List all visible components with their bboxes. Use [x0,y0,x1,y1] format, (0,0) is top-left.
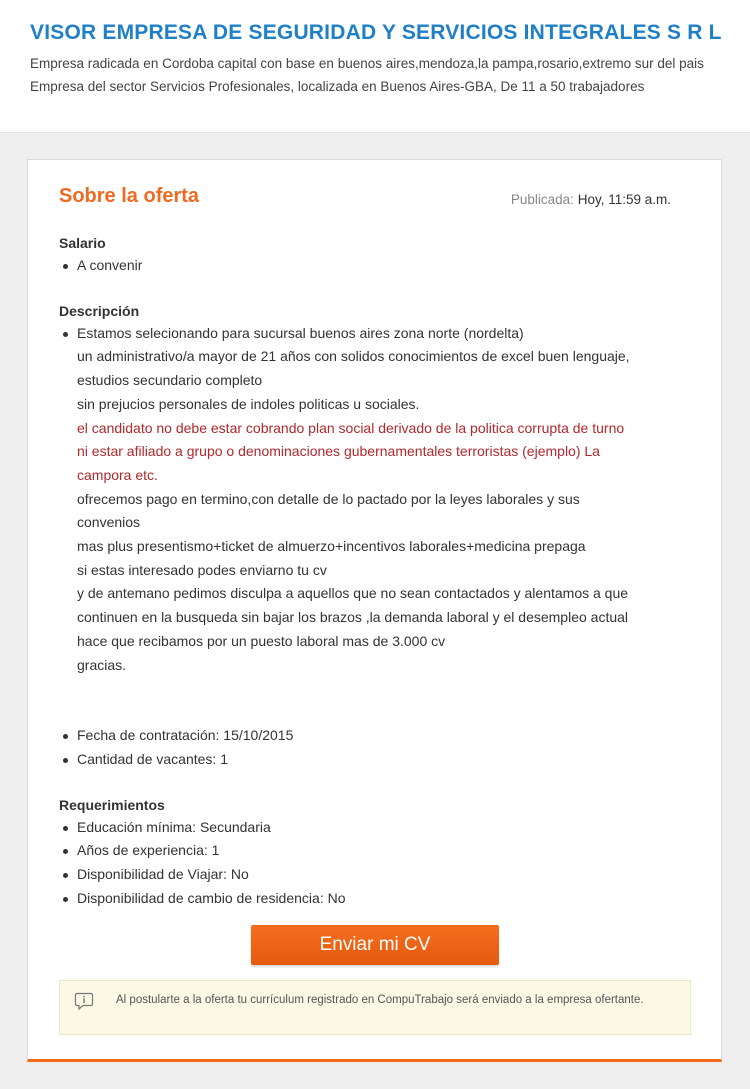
salary-value: A convenir [59,254,691,278]
description-line: sin prejucios personales de indoles politicas u sociales. [77,395,420,412]
description-line: hace que recibamos por un puesto laboral mas de 3.000 cv [77,632,446,649]
company-header [0,0,750,133]
description-line: convenios [77,514,141,531]
requirement-item: Años de experiencia: 1 [59,839,691,863]
requirement-item: Educación mínima: Secundaria [59,816,691,840]
send-cv-button[interactable]: Enviar mi CV [251,925,499,965]
description-line: estudios secundario completo [77,372,263,389]
description-line-highlight: el candidato no debe estar cobrando plan social derivado de la politica corrupta de turno [77,419,625,436]
description-line: gracias. [77,656,127,673]
detail-item: Fecha de contratación: 15/10/2015 [59,724,691,748]
description-line: y de antemano pedimos disculpa a aquellos que no sean contactados y alentamos a que [77,585,629,602]
requirements-list [59,816,691,911]
salary-list [59,254,691,278]
published-value: Hoy, 11:59 a.m. [577,192,671,207]
description-line: si estas interesado podes enviarno tu cv [77,561,327,578]
offer-header [59,182,691,232]
description-label: Descripción [59,302,140,319]
offer-card [27,159,722,1062]
notice-text: Al postularte a la oferta tu currículum registrado en CompuTrabajo será enviado a la empresa ofertante. [116,994,644,1007]
apply-area [59,925,691,965]
description-line-highlight: campora etc. [77,466,158,483]
description-line: un administrativo/a mayor de 21 años con solidos conocimientos de excel buen lenguaje, [77,348,630,365]
application-notice [59,980,691,1035]
published-label: Publicada: [510,192,574,207]
requirement-item: Disponibilidad de Viajar: No [59,863,691,887]
detail-item: Cantidad de vacantes: 1 [59,748,691,772]
offer-title: Sobre la oferta [59,185,200,207]
salary-label: Salario [59,235,106,251]
requirement-item: Disponibilidad de cambio de residencia: No [59,887,691,911]
description-text [59,322,691,678]
info-comment-icon [74,991,94,1011]
company-description: Empresa radicada en Cordoba capital con base en buenos aires,mendoza,la pampa,rosario,extremo sur del pais Empresa del sector Servicios Profesionales, localizada en Buenos Aires-GBA, De 11 a 50 trabajadores [30,56,704,94]
description-line: ofrecemos pago en termino,con detalle de lo pactado por la leyes laborales y sus [77,490,580,507]
requirements-label: Requerimientos [59,796,165,813]
description-line-highlight: ni estar afiliado a grupo o denominaciones gubernamentales terroristas (ejemplo) La [77,443,600,460]
description-line: Estamos selecionando para sucursal buenos aires zona norte (nordelta) [77,324,524,341]
details-list [59,724,691,771]
description-line: continuen en la busqueda sin bajar los brazos ,la demanda laboral y el desempleo actual [77,609,629,626]
description-list [59,322,691,678]
company-name[interactable]: VISOR EMPRESA DE SEGURIDAD Y SERVICIOS INTEGRALES S R L [30,21,722,44]
description-line: mas plus presentismo+ticket de almuerzo+incentivos laborales+medicina prepaga [77,538,586,555]
published-date [511,192,671,207]
